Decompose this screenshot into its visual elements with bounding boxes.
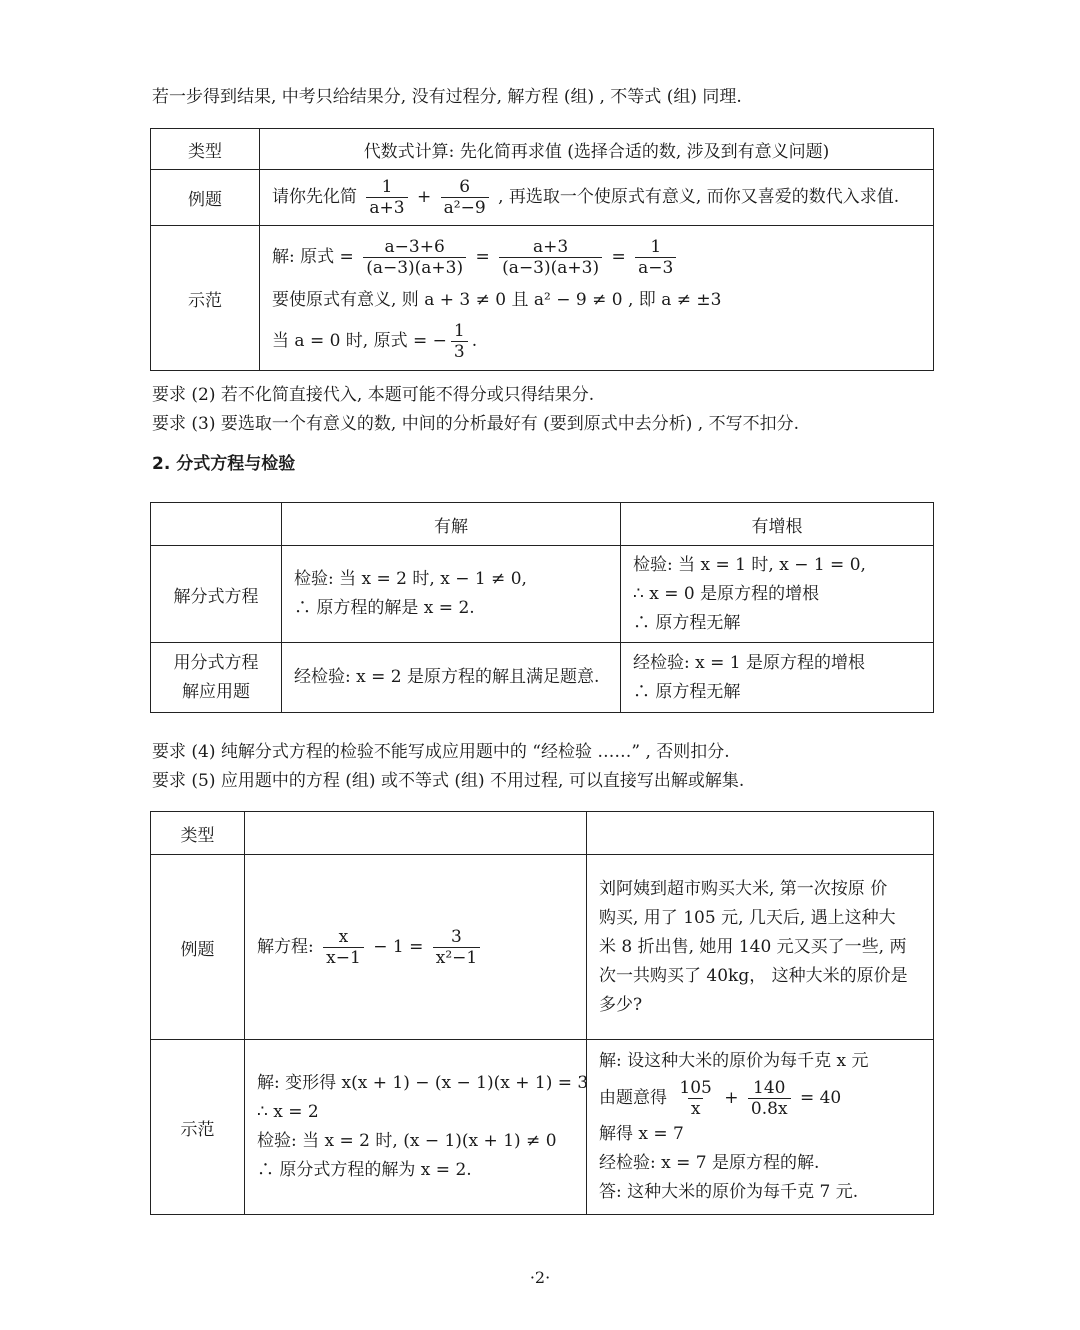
demo-right — [587, 1040, 934, 1215]
page-number: ·2· — [529, 1268, 551, 1287]
row-application — [151, 643, 282, 713]
requirement-3: 要求 (3) 要选取一个有意义的数, 中间的分析最好有 (要到原式中去分析) , 不写不扣分. — [152, 414, 799, 434]
example-right — [587, 855, 934, 1040]
type-value: 代数式计算: 先化简再求值 (选择合适的数, 涉及到有意义问题) — [260, 129, 934, 170]
prefix: 解方程: — [257, 936, 314, 957]
row2-c2 — [621, 643, 934, 713]
demo-line-2: 要使原式有意义, 则 a + 3 ≠ 0 且 a² − 9 ≠ 0 , 即 a ≠ ±3 — [272, 290, 722, 310]
line: 检验: 当 x = 1 时, x − 1 = 0, — [633, 554, 866, 575]
fraction-x-over-x-1: $\frac{x}{x-1}$ — [323, 927, 364, 968]
requirement-2: 要求 (2) 若不化简直接代入, 本题可能不得分或只得结果分. — [152, 385, 595, 405]
row1-c1 — [282, 546, 621, 643]
line: ∴ x = 0 是原方程的增根 — [633, 583, 820, 604]
equation-line: 由题意得 $\frac{105}{x}$ + $\frac{140}{0.8x}$ = 40 — [599, 1078, 842, 1119]
line: ∴ 原方程无解 — [633, 681, 741, 702]
fraction-6-over-a2-9: $\frac{6}{\text{a²−9}}$ — [441, 177, 489, 218]
row-solve-equation: 解分式方程 — [151, 546, 282, 643]
table-fractional-equation — [150, 502, 934, 713]
fraction-140-over-0-8x: $\frac{140}{0.8x}$ — [748, 1078, 791, 1119]
plus-sign: + — [417, 187, 432, 207]
line: 答: 这种大米的原价为每千克 7 元. — [599, 1182, 859, 1202]
label-line: 用分式方程 — [173, 652, 259, 673]
line: 经检验: x = 1 是原方程的增根 — [633, 652, 865, 673]
line: 次一共购买了 40kg， 这种大米的原价是 — [599, 965, 908, 986]
empty-cell — [587, 812, 934, 855]
fraction-1-over-a-plus-3: $\frac{1}{a+3}$ — [366, 177, 407, 218]
line: ∴ 原方程无解 — [633, 612, 741, 633]
example-pre: 请你先化简 — [272, 187, 357, 207]
demo-cell — [260, 226, 934, 371]
section-2-title: 2. 分式方程与检验 — [152, 454, 296, 474]
demo-line-1: 解: 原式 = $\frac{a-3+6}{(a-3)(a+3)}$ = $\frac{a+3}{(a-3)(a+3)}$ = $\frac{1}{a-3}$ — [272, 233, 933, 281]
intro-text: 若一步得到结果, 中考只给结果分, 没有过程分, 解方程 (组) , 不等式 (组) 同理. — [152, 87, 742, 107]
line: 购买, 用了 105 元, 几天后, 遇上这种大 — [599, 907, 896, 928]
line: 刘阿姨到超市购买大米, 第一次按原 价 — [599, 878, 888, 899]
line: 多少? — [599, 994, 643, 1015]
example-cell — [260, 170, 934, 226]
demo-line-3: 当 a = 0 时, 原式 = − $\frac{1}{3}$ . — [272, 321, 478, 362]
fraction-c: $\frac{1}{a-3}$ — [635, 237, 676, 278]
requirement-4: 要求 (4) 纯解分式方程的检验不能写成应用题中的 “经检验 ……” , 否则扣分. — [152, 742, 730, 762]
example-post: , 再选取一个使原式有意义, 而你又喜爱的数代入求值. — [498, 187, 900, 207]
line: ∴ 原方程的解是 x = 2. — [294, 598, 475, 618]
fraction-105-over-x: $\frac{105}{x}$ — [679, 1078, 712, 1119]
row1-c2 — [621, 546, 934, 643]
type-label: 类型 — [151, 129, 260, 170]
example-label: 例题 — [151, 170, 260, 226]
row2-c1 — [282, 643, 621, 713]
line: 解: 变形得 x(x + 1) − (x − 1)(x + 1) = 3 — [257, 1073, 589, 1093]
line: 经检验: x = 7 是原方程的解. — [599, 1153, 820, 1173]
line: 米 8 折出售, 她用 140 元又买了一些, 两 — [599, 936, 907, 957]
label-line: 解应用题 — [182, 681, 250, 702]
line: 经检验: x = 2 是原方程的解且满足题意. — [294, 667, 600, 687]
demo-label: 示范 — [151, 226, 260, 371]
table-examples — [150, 811, 934, 1215]
col-has-solution: 有解 — [282, 503, 621, 546]
fraction-a: $\frac{a-3+6}{(a-3)(a+3)}$ — [363, 237, 466, 278]
fraction-3-over-x2-1: $\frac{3}{\text{x²−1}}$ — [433, 927, 480, 968]
fraction-b: $\frac{a+3}{(a-3)(a+3)}$ — [499, 237, 602, 278]
line: 解: 设这种大米的原价为每千克 x 元 — [599, 1051, 869, 1071]
line: 检验: 当 x = 2 时, (x − 1)(x + 1) ≠ 0 — [257, 1131, 557, 1151]
col-extraneous-root: 有增根 — [621, 503, 934, 546]
fraction-1-3: $\frac{1}{3}$ — [451, 321, 468, 362]
line: 检验: 当 x = 2 时, x − 1 ≠ 0, — [294, 569, 527, 589]
example-label: 例题 — [151, 855, 245, 1040]
table-algebra — [150, 128, 934, 371]
minus-one: − 1 = — [373, 936, 424, 957]
demo-label: 示范 — [151, 1040, 245, 1215]
line: ∴ 原分式方程的解为 x = 2. — [257, 1160, 472, 1180]
example-left — [245, 855, 587, 1040]
line: ∴ x = 2 — [257, 1102, 319, 1122]
line: 解得 x = 7 — [599, 1124, 684, 1144]
type-label: 类型 — [151, 812, 245, 855]
requirement-5: 要求 (5) 应用题中的方程 (组) 或不等式 (组) 不用过程, 可以直接写出解或解集. — [152, 771, 745, 791]
empty-cell — [245, 812, 587, 855]
demo-left — [245, 1040, 587, 1215]
corner-cell — [151, 503, 282, 546]
